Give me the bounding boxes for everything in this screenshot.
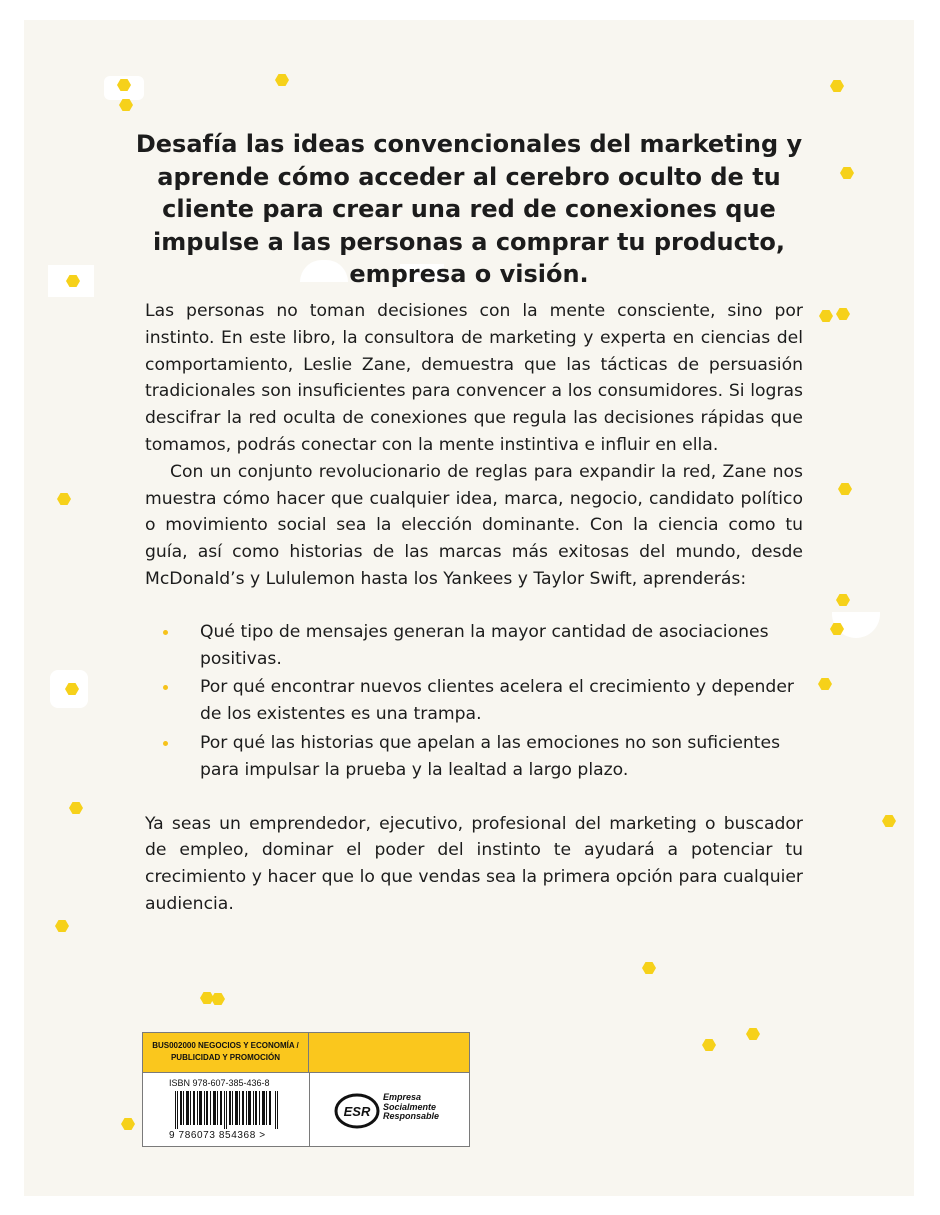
description: [145, 298, 803, 918]
confetti-dot: [119, 99, 133, 111]
learning-list: [145, 619, 803, 784]
confetti-dot: [818, 678, 832, 690]
list-item: Por qué las historias que apelan a las emociones no son suficientes para impulsar la prueba y la lealtad a largo plazo.: [145, 730, 803, 784]
bullet-icon: [163, 741, 168, 746]
esr-logo-icon: [333, 1091, 381, 1131]
paragraph-rules: Con un conjunto revolucionario de reglas para expandir la red, Zane nos muestra cómo hacer que cualquier idea, marca, negocio, candidato político o movimiento social sea la elección dominante. Con la ciencia como tu guía, así como historias de las marcas más exitosas del mundo, desde McDonald’s y Lululemon hasta los Yankees y Taylor Swift, aprenderás:: [145, 461, 803, 589]
confetti-dot: [830, 80, 844, 92]
isbn-info-box: [142, 1032, 470, 1147]
paragraph-intro: Las personas no toman decisiones con la mente consciente, sino por instinto. En este libro, la consultora de marketing y experta en ciencias del comportamiento, Leslie Zane, demuestra que las tácticas de persuasión tradicionales son insuficientes para convencer a los consumidores. Si logras descifrar la red oculta de conexiones que regula las decisiones rápidas que tomamos, podrás conectar con la mente instintiva e influir en ella.: [145, 301, 803, 455]
confetti-dot: [838, 483, 852, 495]
confetti-dot: [882, 815, 896, 827]
confetti-dot: [836, 594, 850, 606]
confetti-dot: [819, 310, 833, 322]
confetti-dot: [69, 802, 83, 814]
barcode-digits: 9 786073 854368 >: [169, 1130, 266, 1141]
bullet-icon: [163, 685, 168, 690]
headline: Desafía las ideas convencionales del marketing y aprende cómo acceder al cerebro oculto de tu cliente para crear una red de conexiones que impulse a las personas a comprar tu producto, empresa o visión.: [135, 130, 803, 288]
back-cover: [24, 20, 914, 1196]
list-item: Por qué encontrar nuevos clientes acelera el crecimiento y depender de los existentes es una trampa.: [145, 674, 803, 728]
confetti-dot: [55, 920, 69, 932]
barcode: [175, 1091, 280, 1129]
confetti-dot: [57, 493, 71, 505]
confetti-dot: [840, 167, 854, 179]
paragraph-closing: Ya seas un emprendedor, ejecutivo, profesional del marketing o buscador de empleo, dominar el poder del instinto te ayudará a potenciar tu crecimiento y hacer que lo que vendas sea la primera opción para cualquier audiencia.: [145, 813, 803, 914]
svg-text:ESR: ESR: [343, 1104, 371, 1119]
confetti-dot: [836, 308, 850, 320]
category-label: BUS002000 NEGOCIOS Y ECONOMÍA / PUBLICIDAD Y PROMOCIÓN: [143, 1033, 309, 1073]
confetti-dot: [702, 1039, 716, 1051]
list-item: Qué tipo de mensajes generan la mayor cantidad de asociaciones positivas.: [145, 619, 803, 673]
confetti-dot: [121, 1118, 135, 1130]
isbn-label: ISBN 978-607-385-436-8: [169, 1078, 270, 1088]
esr-label: Empresa Socialmente Responsable: [383, 1092, 440, 1121]
bullet-icon: [163, 630, 168, 635]
confetti-dot: [211, 993, 225, 1005]
confetti-dot: [746, 1028, 760, 1040]
category-color-band: [309, 1033, 469, 1073]
divider: [309, 1073, 310, 1146]
confetti-dot: [275, 74, 289, 86]
confetti-dot: [642, 962, 656, 974]
